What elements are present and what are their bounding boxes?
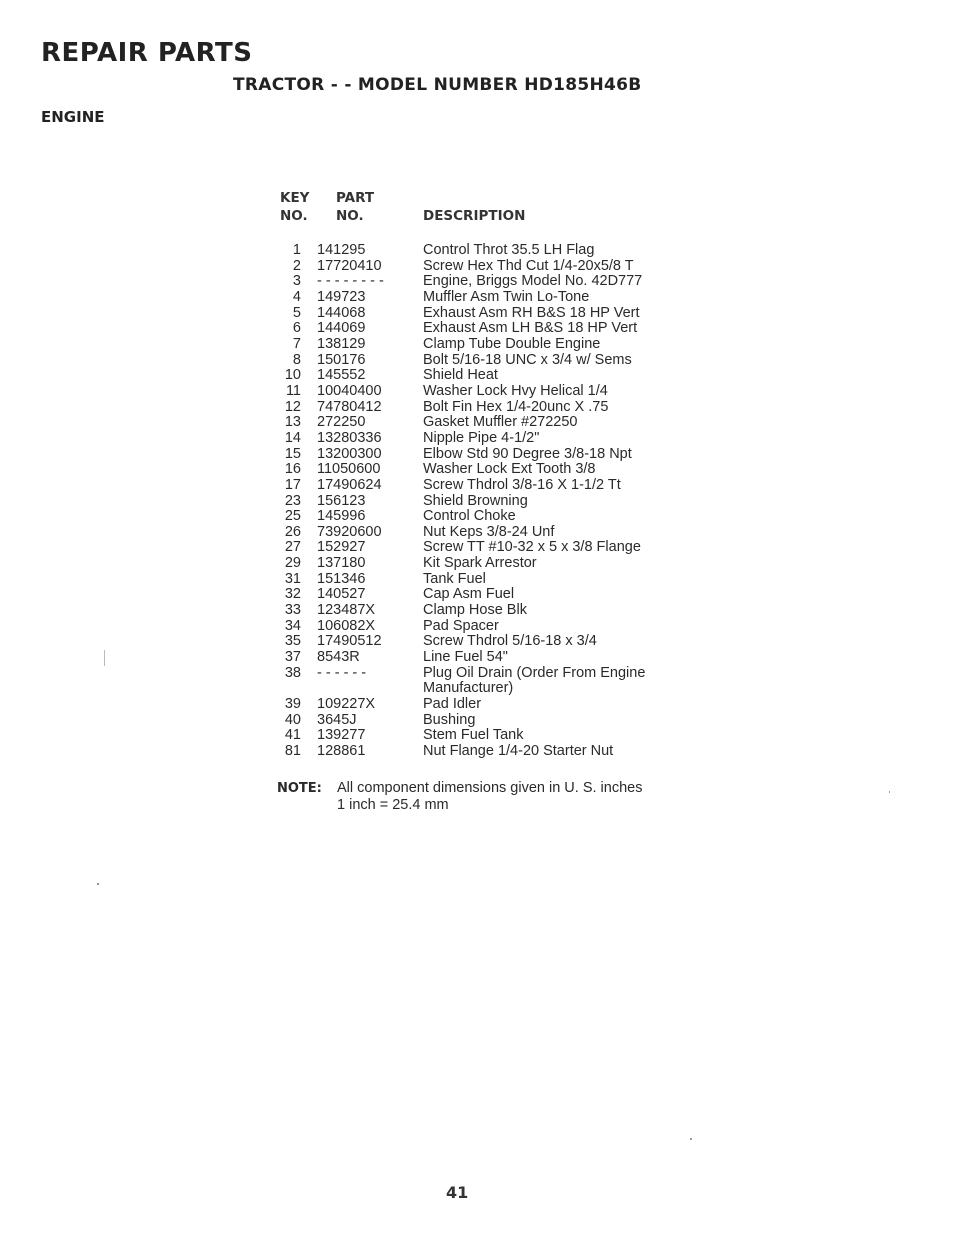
key-header-line2: NO. — [280, 208, 308, 224]
table-row — [278, 384, 698, 400]
table-row — [278, 525, 698, 541]
section-title: ENGINE — [41, 108, 105, 126]
part-description: Screw TT #10-32 x 5 x 3/8 Flange — [423, 539, 641, 556]
key-number: 15 — [284, 445, 301, 462]
part-header-line2: NO. — [336, 208, 364, 224]
part-number: 144069 — [317, 320, 366, 337]
key-number: 33 — [284, 602, 301, 619]
part-description: Pad Idler — [423, 696, 482, 713]
part-number: 13200300 — [317, 445, 382, 462]
part-number: 149723 — [317, 288, 366, 305]
part-description: Engine, Briggs Model No. 42D777 — [423, 273, 643, 290]
part-description: Screw Hex Thd Cut 1/4-20x5/8 T — [423, 257, 634, 274]
key-number: 2 — [292, 257, 301, 274]
key-number: 31 — [284, 570, 301, 587]
key-number: 13 — [284, 414, 301, 431]
part-description: Cap Asm Fuel — [423, 586, 515, 603]
table-row — [278, 666, 698, 697]
part-number: 73920600 — [317, 523, 382, 540]
scan-mark — [104, 650, 105, 666]
table-row — [278, 587, 698, 603]
part-description: Exhaust Asm RH B&S 18 HP Vert — [423, 304, 640, 321]
part-number: 144068 — [317, 304, 366, 321]
table-row — [278, 619, 698, 635]
part-description: Screw Thdrol 5/16-18 x 3/4 — [423, 633, 597, 650]
key-header-line1: KEY — [280, 190, 310, 206]
model-subtitle: TRACTOR - - MODEL NUMBER HD185H46B — [233, 75, 642, 95]
table-row — [278, 337, 698, 353]
key-number: 35 — [284, 633, 301, 650]
part-description: Nut Flange 1/4-20 Starter Nut — [423, 743, 614, 759]
table-row — [278, 462, 698, 478]
key-number: 27 — [284, 539, 301, 556]
table-row — [278, 415, 698, 431]
table-row — [278, 400, 698, 416]
key-number: 16 — [284, 461, 301, 478]
part-number: 17490624 — [317, 476, 382, 493]
part-description: Gasket Muffler #272250 — [423, 414, 578, 431]
table-row — [278, 634, 698, 650]
key-number: 34 — [284, 617, 301, 634]
part-number: 106082X — [317, 617, 376, 634]
key-number: 41 — [284, 727, 301, 744]
key-number: 32 — [284, 586, 301, 603]
part-description: Screw Thdrol 3/8-16 X 1-1/2 Tt — [423, 476, 621, 493]
part-description: Exhaust Asm LH B&S 18 HP Vert — [423, 320, 638, 337]
key-number: 40 — [284, 711, 301, 728]
part-description: Clamp Hose Blk — [423, 602, 527, 619]
part-description: Shield Browning — [423, 492, 528, 509]
key-number: 8 — [292, 351, 301, 368]
description-header: DESCRIPTION — [423, 208, 526, 224]
part-number: 141295 — [317, 242, 366, 258]
part-number: 139277 — [317, 727, 366, 744]
key-number: 11 — [285, 382, 301, 399]
note-line2: 1 inch = 25.4 mm — [337, 797, 449, 813]
note-line1: All component dimensions given in U. S. inches — [337, 780, 643, 796]
part-description: Bushing — [423, 711, 476, 728]
part-number: - - - - - - — [317, 664, 367, 681]
key-number: 17 — [284, 476, 301, 493]
scan-speck — [889, 791, 890, 793]
key-number: 10 — [284, 367, 301, 384]
table-row — [278, 431, 698, 447]
part-number: 138129 — [317, 335, 366, 352]
part-number: 137180 — [317, 555, 366, 572]
part-description: Shield Heat — [423, 367, 498, 384]
table-row — [278, 478, 698, 494]
table-row — [278, 603, 698, 619]
key-number: 81 — [284, 743, 301, 759]
key-number: 39 — [284, 696, 301, 713]
key-number: 1 — [292, 242, 301, 258]
scan-speck — [97, 883, 99, 885]
note-label: NOTE: — [277, 781, 322, 796]
key-number: 4 — [292, 288, 301, 305]
key-number: 25 — [284, 508, 301, 525]
table-row — [278, 259, 698, 275]
part-no-header — [336, 189, 374, 225]
part-number: 152927 — [317, 539, 366, 556]
part-description: Tank Fuel — [423, 570, 486, 587]
part-number: 123487X — [317, 602, 376, 619]
key-number: 37 — [284, 649, 301, 666]
scan-speck — [690, 1138, 692, 1140]
key-number: 3 — [292, 273, 301, 290]
part-number: 151346 — [317, 570, 366, 587]
table-row — [278, 447, 698, 463]
part-number: 13280336 — [317, 429, 382, 446]
key-number: 7 — [292, 335, 301, 352]
part-number: 272250 — [317, 414, 366, 431]
key-number: 26 — [284, 523, 301, 540]
part-description: Nipple Pipe 4-1/2" — [423, 429, 540, 446]
part-description: Plug Oil Drain (Order From Engine Manufacturer) — [423, 664, 646, 697]
part-number: 17490512 — [317, 633, 382, 650]
part-description: Muffler Asm Twin Lo-Tone — [423, 288, 590, 305]
part-number: 140527 — [317, 586, 366, 603]
part-description: Clamp Tube Double Engine — [423, 335, 601, 352]
key-number: 29 — [284, 555, 301, 572]
part-number: 10040400 — [317, 382, 382, 399]
part-number: 156123 — [317, 492, 366, 509]
part-description: Washer Lock Hvy Helical 1/4 — [423, 382, 608, 399]
key-number: 23 — [284, 492, 301, 509]
part-number: 17720410 — [317, 257, 382, 274]
part-number: 3645J — [317, 711, 357, 728]
part-description: Line Fuel 54" — [423, 649, 508, 666]
table-row — [278, 713, 698, 729]
part-description: Stem Fuel Tank — [423, 727, 524, 744]
table-row — [278, 306, 698, 322]
part-number: - - - - - - - - — [317, 273, 384, 290]
part-number: 150176 — [317, 351, 366, 368]
part-description: Washer Lock Ext Tooth 3/8 — [423, 461, 596, 478]
table-row — [278, 697, 698, 713]
key-no-header — [280, 189, 309, 225]
part-description: Elbow Std 90 Degree 3/8-18 Npt — [423, 445, 632, 462]
part-description: Control Throt 35.5 LH Flag — [423, 242, 595, 258]
table-row — [278, 494, 698, 510]
key-number: 12 — [284, 398, 301, 415]
part-number: 8543R — [317, 649, 360, 666]
part-number: 109227X — [317, 696, 376, 713]
part-header-line1: PART — [336, 190, 375, 206]
table-row — [278, 728, 698, 744]
part-number: 11050600 — [317, 461, 381, 478]
table-row — [278, 368, 698, 384]
part-description: Kit Spark Arrestor — [423, 555, 537, 572]
table-row — [278, 540, 698, 556]
part-description: Bolt Fin Hex 1/4-20unc X .75 — [423, 398, 609, 415]
part-number: 145552 — [317, 367, 366, 384]
part-description: Control Choke — [423, 508, 516, 525]
part-description: Bolt 5/16-18 UNC x 3/4 w/ Sems — [423, 351, 632, 368]
page-title: REPAIR PARTS — [41, 38, 253, 68]
key-number: 38 — [284, 664, 301, 681]
key-number: 14 — [284, 429, 301, 446]
part-number: 128861 — [317, 743, 366, 759]
table-row — [278, 274, 698, 290]
parts-table — [278, 243, 698, 760]
table-row — [278, 290, 698, 306]
table-row — [278, 556, 698, 572]
table-row — [278, 243, 698, 259]
table-row — [278, 572, 698, 588]
part-number: 74780412 — [317, 398, 382, 415]
part-number: 145996 — [317, 508, 366, 525]
table-row — [278, 744, 698, 760]
note — [277, 780, 642, 814]
part-description: Nut Keps 3/8-24 Unf — [423, 523, 555, 540]
part-description: Pad Spacer — [423, 617, 499, 634]
key-number: 5 — [292, 304, 301, 321]
page-number: 41 — [446, 1183, 469, 1202]
table-row — [278, 509, 698, 525]
table-row — [278, 353, 698, 369]
table-row — [278, 650, 698, 666]
table-row — [278, 321, 698, 337]
key-number: 6 — [292, 320, 301, 337]
